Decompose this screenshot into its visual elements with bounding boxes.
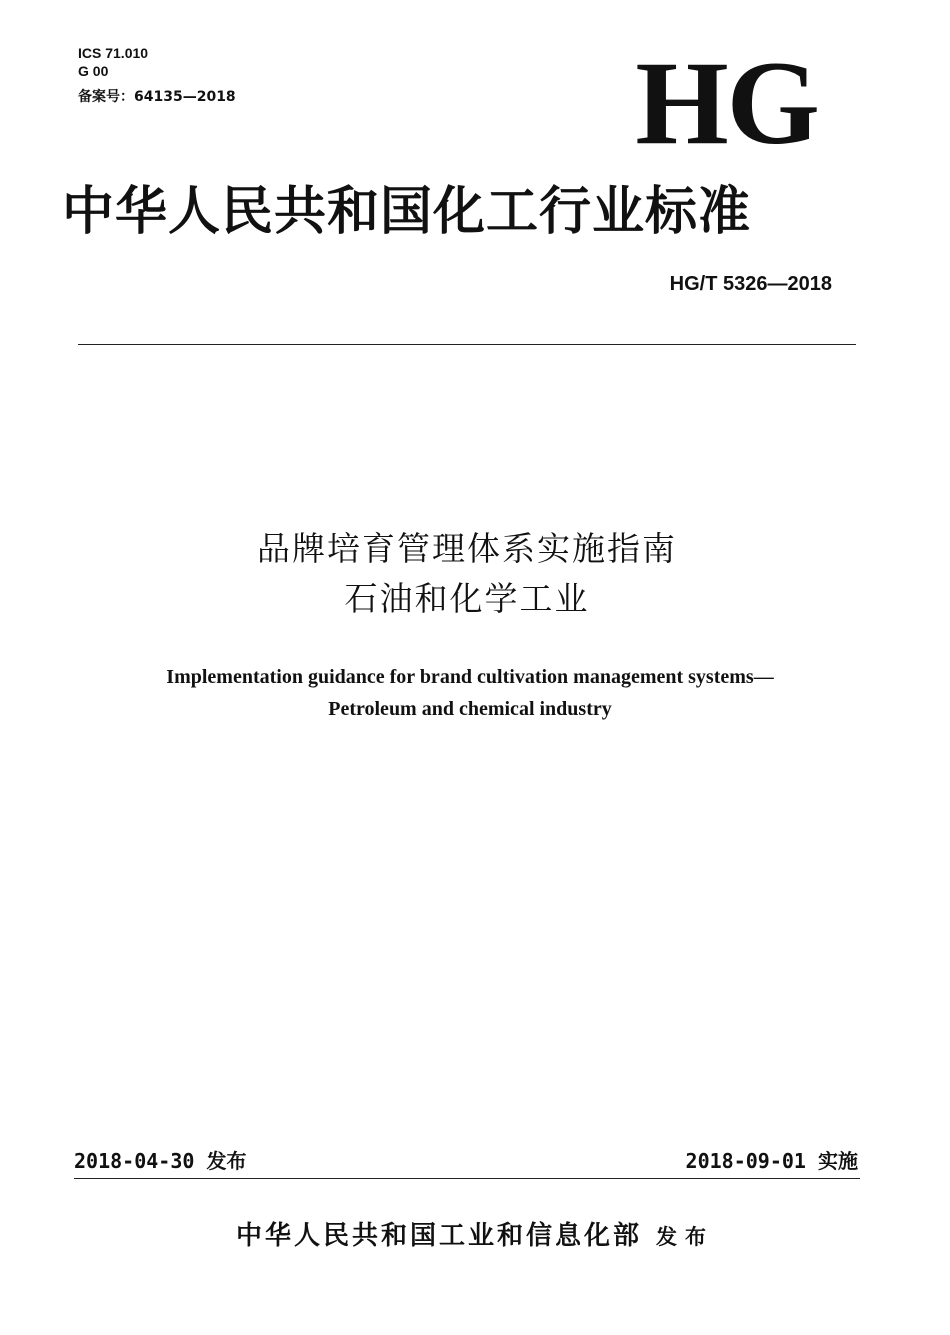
record-number: 备案号：64135—2018 (78, 89, 236, 105)
implementation-date: 2018-09-01 实施 (685, 1149, 858, 1173)
bottom-divider (74, 1178, 860, 1179)
issue-date: 2018-04-30 发布 (74, 1149, 247, 1173)
top-divider (78, 344, 856, 345)
classification-code: G 00 (78, 63, 109, 79)
chinese-title-line-2: 石油和化学工业 (344, 579, 590, 618)
standard-category-heading: 中华人民共和国化工行业标准 (62, 182, 752, 242)
english-title-line-2: Petroleum and chemical industry (328, 698, 612, 720)
hg-logo: HG (635, 36, 818, 169)
standard-number: HG/T 5326—2018 (669, 273, 832, 295)
ics-code: ICS 71.010 (78, 45, 149, 61)
english-title-line-1: Implementation guidance for brand cultivation management systems— (166, 666, 774, 688)
publisher-action: 发布 (656, 1225, 714, 1249)
publisher-line (0, 1218, 950, 1255)
chinese-title-line-1: 品牌培育管理体系实施指南 (257, 529, 677, 568)
publisher-name: 中华人民共和国工业和信息化部 (235, 1221, 642, 1251)
